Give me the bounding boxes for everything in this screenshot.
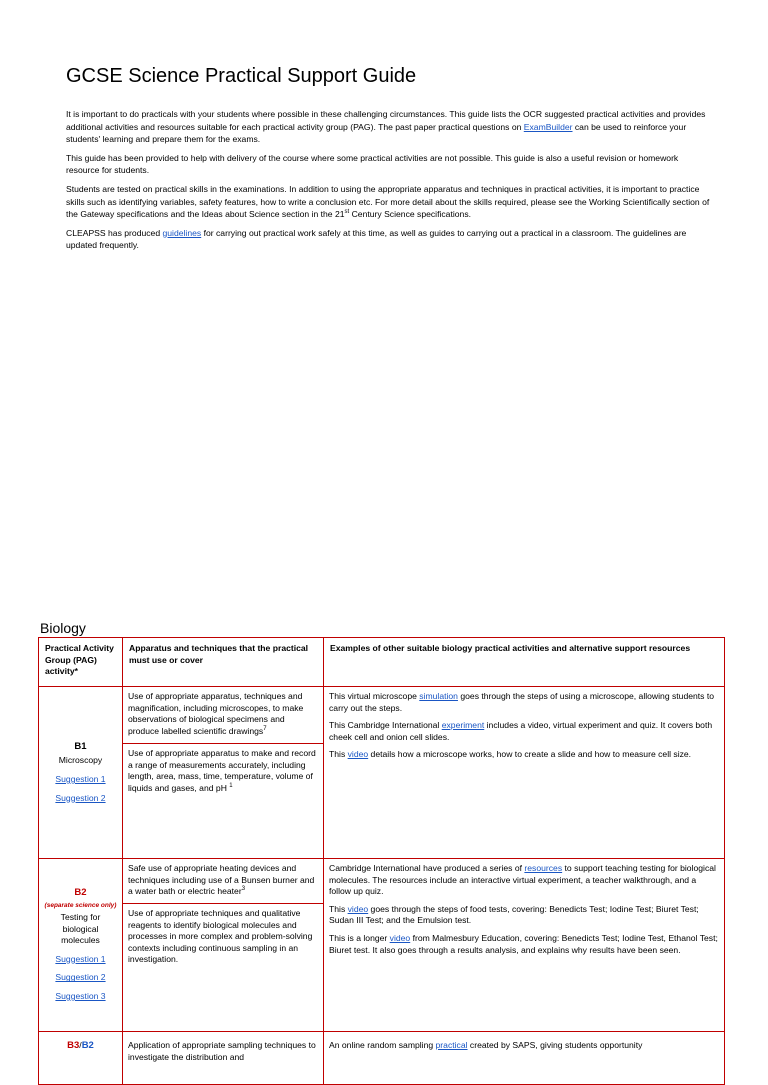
page-title: GCSE Science Practical Support Guide <box>66 65 417 87</box>
header-apparatus: Apparatus and techniques that the practical must use or cover <box>123 638 324 687</box>
b1-video-link[interactable]: video <box>347 749 369 760</box>
table-row-b1 <box>39 687 725 859</box>
b2-example-1: Cambridge International have produced a series of resources to support teaching testing for biological molecules. The resources include an interactive virtual experiment, a teacher walkthrough, and a follow up quiz. <box>329 863 716 897</box>
apparatus-cell-b3: Application of appropriate sampling techniques to investigate the distribution and <box>123 1032 324 1085</box>
intro-paragraph-4: CLEAPSS has produced guidelines for carrying out practical work safely at this time, as well as guides to carrying out a practical in a classroom. The guidelines are updated frequently. <box>66 227 687 251</box>
b2-suggestion-1-link[interactable]: Suggestion 1 <box>55 953 106 964</box>
b1-example-2: This Cambridge International experiment includes a video, virtual experiment and quiz. It covers both cheek cell and onion cell slides. <box>329 720 713 742</box>
practical-link[interactable]: practical <box>435 1040 468 1050</box>
pag-cell-b1 <box>39 687 123 859</box>
intro-paragraph-3: Students are tested on practical skills in the examinations. In addition to using the appropriate apparatus and techniques in practical activities, it is important to practice skills such as identifying variables, safety features, how to write a conclusion etc. For more detail about the skills required, please see the Working Scientifically section of the Gateway specifications and the Ideas about Science section in the 21st Century Science specifications. <box>66 183 710 220</box>
b1-suggestion-1-link[interactable]: Suggestion 1 <box>55 774 106 784</box>
pag-cell-b3: B3/B2 <box>39 1032 123 1085</box>
separate-science-note: (separate science only) <box>44 902 117 910</box>
intro-paragraph-2: This guide has been provided to help with delivery of the course where some practical activities are not possible. This guide is also a useful revision or homework resource for students. <box>66 152 679 176</box>
header-pag: Practical Activity Group (PAG) activity* <box>39 638 123 687</box>
b1-example-1: This virtual microscope simulation goes through the steps of using a microscope, allowing students to carry out the steps. <box>329 691 715 713</box>
intro-paragraph-1: It is important to do practicals with your students where possible in these challenging circumstances. This guide lists the OCR suggested practical activities and provides additional activities and resources suitable for each practical activity group (PAG). The past paper practical questions on ExamBuilder can be used to reinforce your students' learning and prepare them for the exams. <box>66 109 706 145</box>
examples-cell-b3: An online random sampling practical created by SAPS, giving students opportunity <box>324 1032 725 1085</box>
experiment-link[interactable]: experiment <box>441 720 485 731</box>
apparatus-cell-b2 <box>123 859 324 1032</box>
pag-code-b2-ref: B2 <box>81 1040 94 1051</box>
apparatus-b1-1: Use of appropriate apparatus, techniques and magnification, including microscopes, to make observations of biological specimens and produce labelled scientific drawings$^7$ <box>123 687 323 744</box>
apparatus-b2-1: Safe use of appropriate heating devices and techniques including use of a Bunsen burner and a water bath or electric heater$^3$ <box>123 859 323 904</box>
pag-name-b2: Testing for biological molecules <box>60 912 101 946</box>
simulation-link[interactable]: simulation <box>419 691 458 701</box>
b2-video-link[interactable]: video <box>347 903 369 914</box>
pag-code-b1: B1 <box>74 740 87 752</box>
apparatus-b2-2: Use of appropriate techniques and qualitative reagents to identify biological molecules and processes in more complex and problem-solving contexts including continuous sampling in an investigation. <box>128 908 313 965</box>
guidelines-link[interactable]: guidelines <box>162 227 202 238</box>
b2-example-2: This video goes through the steps of food tests, covering: Benedicts Test; Iodine Test; Biuret Test; Sudan III Test; and the Emulsion test. <box>329 903 699 926</box>
pag-code-b3: B3 <box>67 1040 80 1051</box>
pag-cell-b2 <box>39 859 123 1032</box>
apparatus-cell-b1 <box>123 687 324 859</box>
resources-link[interactable]: resources <box>524 863 563 873</box>
b2-example-3: This is a longer video from Malmesbury Education, covering: Benedicts Test; Iodine Test, Ethanol Test; Biuret test. It also goes through a results analysis, and explains why results have been seen. <box>329 932 718 955</box>
section-title-biology: Biology <box>40 620 86 636</box>
pag-table <box>38 637 725 1085</box>
examples-cell-b1 <box>324 687 725 859</box>
b1-example-3: This video details how a microscope works, how to create a slide and how to measure cell size. <box>329 749 692 760</box>
b2-suggestion-2-link[interactable]: Suggestion 2 <box>55 972 106 983</box>
intro-section <box>66 108 714 258</box>
apparatus-b1-2: Use of appropriate apparatus to make and record a range of measurements accurately, including length, area, mass, time, temperature, volume of liquids and gases, and pH $^1$ <box>128 748 316 793</box>
exambuilder-link[interactable]: ExamBuilder <box>523 121 573 132</box>
table-row-b2 <box>39 859 725 1032</box>
b1-suggestion-2-link[interactable]: Suggestion 2 <box>55 792 106 803</box>
b2-suggestion-3-link[interactable]: Suggestion 3 <box>55 990 106 1001</box>
pag-name-b1: Microscopy <box>58 755 103 766</box>
examples-cell-b2 <box>324 859 725 1032</box>
table-header-row <box>39 638 725 687</box>
pag-code-b2: B2 <box>74 887 87 899</box>
table-row-b3 <box>39 1032 725 1085</box>
b2-longer-video-link[interactable]: video <box>389 932 411 943</box>
header-examples: Examples of other suitable biology practical activities and alternative support resources <box>324 638 725 687</box>
